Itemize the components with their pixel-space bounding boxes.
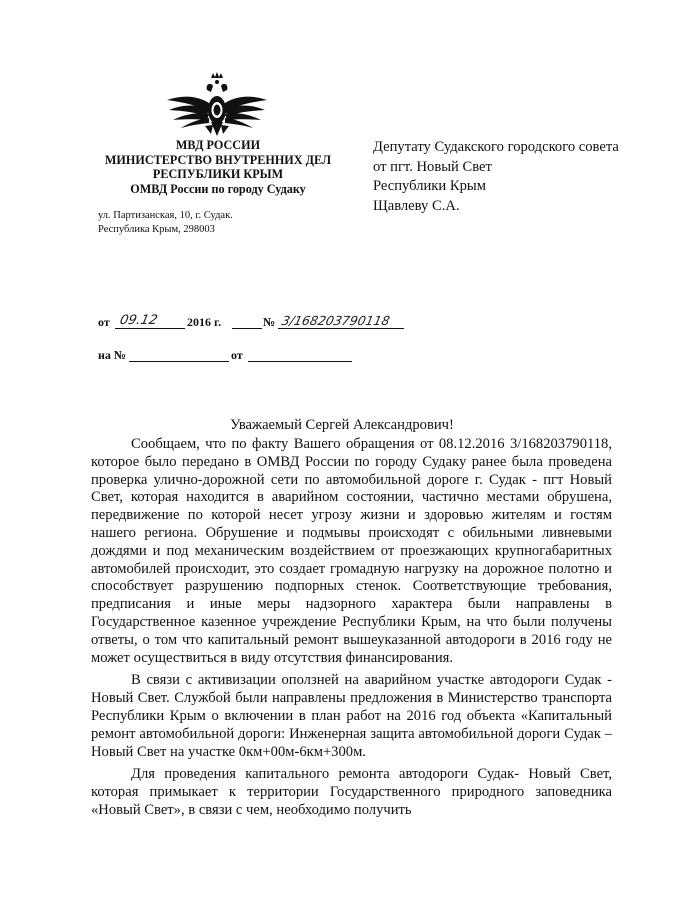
reply-from-label: от bbox=[231, 348, 243, 362]
org-line: РЕСПУБЛИКИ КРЫМ bbox=[152, 167, 284, 182]
address-line: Республика Крым, 298003 bbox=[98, 223, 215, 235]
year-text: 2016 г. bbox=[187, 315, 222, 329]
org-line: ОМВД России по городу Судаку bbox=[130, 181, 306, 196]
reply-number-underline bbox=[129, 361, 229, 362]
number-label: № bbox=[263, 315, 276, 329]
reply-line bbox=[98, 345, 358, 363]
org-line: МВД РОССИИ bbox=[175, 138, 261, 152]
org-line: МИНИСТЕРСТВО ВНУТРЕННИХ ДЕЛ bbox=[104, 152, 332, 167]
handwritten-date: 09.12 bbox=[118, 313, 159, 328]
recipient-line: Щавлеву С.А. bbox=[373, 197, 460, 214]
recipient-block bbox=[373, 138, 619, 216]
recipient-line: Республики Крым bbox=[373, 178, 486, 195]
recipient-line: от пгт. Новый Свет bbox=[373, 158, 492, 175]
number-underline bbox=[278, 328, 404, 329]
handwritten-number: 3/168203790118 bbox=[280, 313, 392, 328]
address-line: ул. Партизанская, 10, г. Судак. bbox=[98, 210, 233, 221]
mvd-emblem-icon bbox=[165, 70, 269, 140]
paragraph: В связи с активизации оползней на аварийном участке автодороги Судак - Новый Свет. Службой были направлены предложения в Министерство транспорта Республики Крым о включении в план работ на 2016 год объекта «Капитальный ремонт автомобильной дороги: Инженерная защита автомобильной дороги Судак – Новый Свет на участке 0км+00м-6км+300м. bbox=[91, 672, 612, 760]
from-label: от bbox=[98, 315, 110, 329]
paragraph: Сообщаем, что по факту Вашего обращения от 08.12.2016 3/168203790118, которое было передано в ОМВД России по городу Судаку ранее была проведена проверка улично-дорожной сети по автомобильной дороге г. Судак - пгт Новый Свет, которая находится в аварийном состоянии, частично местами обрушена, передвижение по которой несет угрозу жизни и здоровью жителям и гостям нашего региона. Обрушение и подмывы происходят с обильными ливневыми дождями и под механическим воздействием от проезжающих крупногабаритных автомобилей происходит, это создает громадную нагрузку на дорожное полотно и способствует разрушению подпорных стенок. Соответствующие требования, предписания и иные меры надзорного характера были направлены в Государственное казенное учреждение Республики Крым, на что были получены ответы, о том что капитальный ремонт вышеуказанной автодороги в 2016 году не может осуществиться в виду отсутствия финансирования. bbox=[91, 436, 612, 666]
reply-number-label: на № bbox=[98, 348, 126, 362]
organization-address bbox=[98, 209, 233, 236]
organization-header bbox=[98, 138, 338, 196]
date-underline bbox=[115, 328, 185, 329]
gap-underline bbox=[232, 328, 262, 329]
registration-line bbox=[98, 312, 428, 330]
letter-body bbox=[91, 436, 612, 820]
recipient-line: Депутату Судакского городского совета bbox=[373, 139, 619, 155]
paragraph: Для проведения капитального ремонта автодороги Судак- Новый Свет, которая примыкает к территории Государственного природного заповедника «Новый Свет», в связи с чем, необходимо получить bbox=[91, 766, 612, 818]
salutation: Уважаемый Сергей Александрович! bbox=[230, 417, 454, 433]
reply-date-underline bbox=[248, 361, 352, 362]
